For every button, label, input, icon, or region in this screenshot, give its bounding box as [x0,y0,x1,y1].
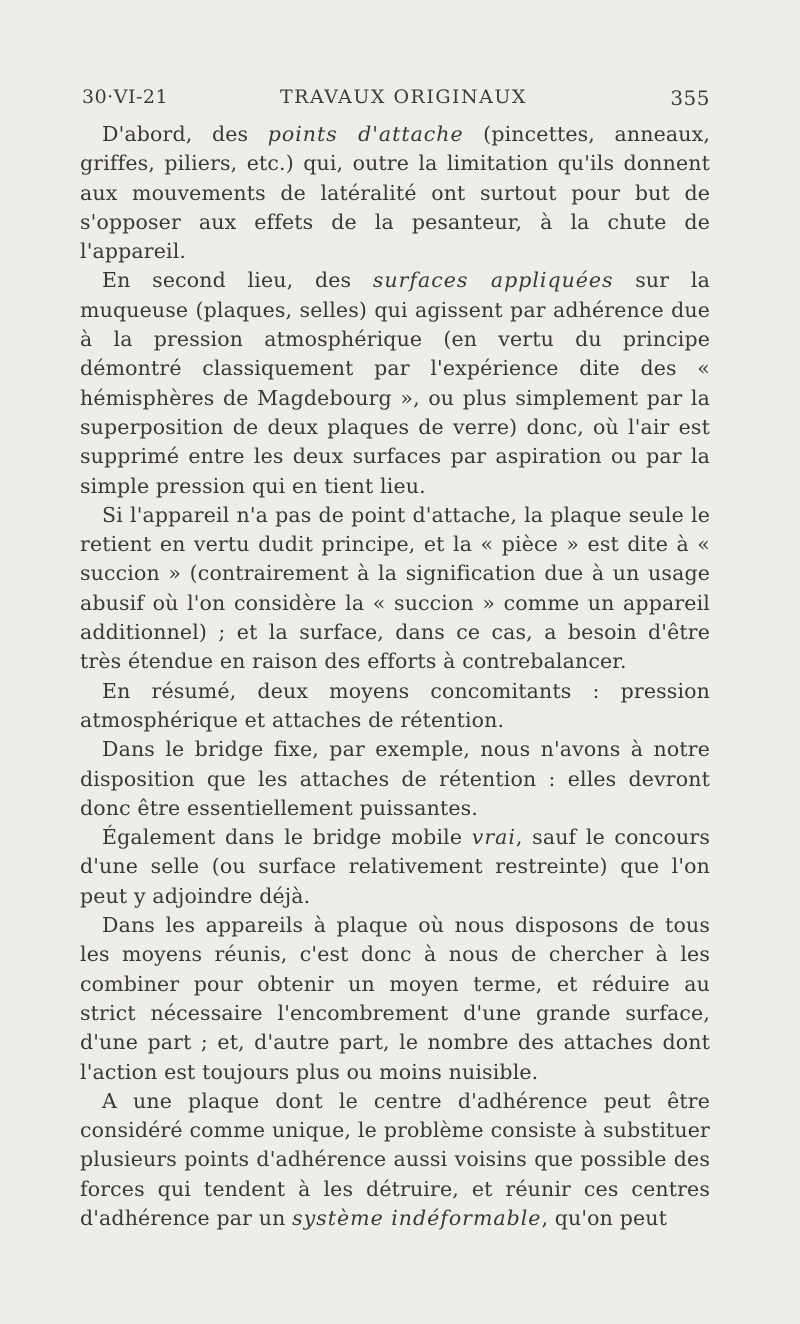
header-title: TRAVAUX ORIGINAUX [280,86,527,108]
page-number: 355 [670,86,710,110]
italic-text: points d'attache [267,122,464,146]
text-run: Également dans le bridge mobile [102,825,472,850]
italic-text: vrai [471,825,516,850]
text-run: , sauf le concours d'une selle (ou surface relativement restreinte) que l'on peut y adjoindre déjà. [80,825,711,908]
paragraph [80,823,710,911]
paragraph [80,911,710,1087]
text-run: D'abord, des [102,122,268,146]
text-run: sur la muqueuse (plaques, selles) qui agissent par adhérence due à la pression atmosphérique (en vertu du principe démontré classiquement par l'expérience dite des « hémisphères de Magdebourg », ou plus simplement par la superposition de deux plaques de verre) donc, où l'air est supprimé entre les deux surfaces par aspiration ou par la simple pression qui en tient lieu. [80,268,711,498]
paragraph [80,266,710,500]
italic-text: surfaces appliquées [372,268,614,293]
body-text [80,120,710,1233]
paragraph [80,120,710,266]
paragraph [80,677,710,736]
text-run: Dans les appareils à plaque où nous disposons de tous les moyens réunis, c'est donc à nous de chercher à les combiner pour obtenir un moyen terme, et réduire au strict nécessaire l'encombrement d'une grande surface, d'une part ; et, d'autre part, le nombre des attaches dont l'action est toujours plus ou moins nuisible. [80,913,710,1084]
italic-text: système indéformable [292,1205,542,1230]
text-run: Si l'appareil n'a pas de point d'attache, la plaque seule le retient en vertu dudit principe, et la « pièce » est dite à « succion » (contrairement à la signification due à un usage abusif où l'on considère la « succion » comme un appareil additionnel) ; et la surface, dans ce cas, a besoin d'être très étendue en raison des efforts à contrebalancer. [80,502,710,674]
text-run: En résumé, deux moyens concomitants : pression atmosphérique et attaches de rétention. [80,678,710,732]
header-date: 30·VI-21 [82,86,169,108]
text-run: (pincettes, anneaux, griffes, piliers, etc.) qui, outre la limitation qu'ils donnent aux mouvements de latéralité ont surtout pour but de s'opposer aux effets de la pesanteur, à la chute de l'appareil. [80,122,710,264]
paragraph [80,501,710,677]
text-run: En second lieu, des [102,268,373,293]
running-header [80,86,710,116]
text-run: A une plaque dont le centre d'adhérence peut être considéré comme unique, le problème consiste à substituer plusieurs points d'adhérence aussi voisins que possible des forces qui tendent à les détruire, et réunir ces centres d'adhérence par un [80,1088,710,1230]
paragraph [80,735,710,823]
paragraph [80,1087,710,1233]
text-run: , qu'on peut [541,1205,667,1230]
text-run: Dans le bridge fixe, par exemple, nous n'avons à notre disposition que les attaches de rétention : elles devront donc être essentiellement puissantes. [80,737,710,820]
